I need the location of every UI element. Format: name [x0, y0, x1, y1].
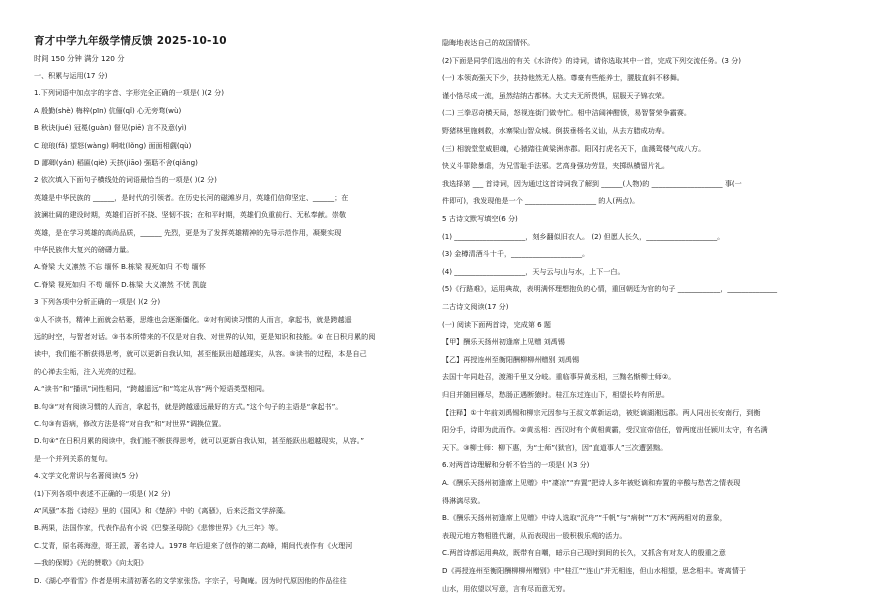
right-text-line: (3) 金樽清酒斗十千，____________________。 — [442, 249, 590, 259]
left-text-line: 4.文学文化常识与名著阅读(5 分) — [34, 471, 139, 481]
right-text-line: 【注释】①十年前刘禹锡和柳宗元因参与王叔文革新运动，被贬谪湖湘远郡。两人同出长安南行，到衡 — [442, 407, 761, 417]
right-text-line: 野猪林里施刺救，水寨梁山智众城。倒拔垂杨名义讪，从去方腊成功寿。 — [442, 126, 669, 135]
right-text-line: 去国十年同赴召，渡湘千里又分岐。重临事异黄丞相，三黜名惭柳士师②。 — [442, 372, 676, 382]
right-text-line: 表现元地方物相胜代谢，从而表现出一股积极乐观的活力。 — [442, 530, 627, 540]
left-text-line: B 秋诀(jué) 冠冕(guàn) 督见(piē) 言不及意(yì) — [34, 123, 187, 133]
left-text-line: 的心禅去尘垢，注入光亮的过程。 — [34, 366, 141, 376]
left-text-line: D 鄙卿(yán) 稻匾(qiè) 天挤(jiāo) 强聒不舍(qiǎng) — [34, 158, 198, 167]
right-text-line: 【甲】酬乐天扬州初逢席上见赠 刘禹锡 — [442, 337, 565, 347]
left-text-line: D.句④“在日积月累的阅读中，我们能不断获得思考，就可以更新自我认知，甚至能跃出超越现实，从容。” — [34, 436, 364, 446]
left-text-line: —我的保姆》《光的赞歌》《向太阳》 — [34, 558, 148, 568]
right-text-line: C.两首诗都运用典故，既带有自嘲，暗示自己现时到间的长久，又抓含有对友人的殷重之意 — [442, 548, 726, 558]
right-text-line: 得淋漓尽致。 — [442, 495, 485, 505]
right-text-line: (一) 本领高强天下少，扶持他然无人格。尊豪有些能养士，腰肢直斜不移舞。 — [442, 73, 684, 83]
right-text-line: D《再授连州至衡阳酬柳柳州赠别》中“桂江”“连山”并无相连，但山水相望，思念相丰。寄离情于 — [442, 566, 746, 575]
left-text-line: C.脊梁 视死如归 不苟 缅怀 D.栋梁 大义凛然 不忧 凯旋 — [34, 279, 207, 289]
right-text-line: 阳分手，诗即为此而作。②黄丞相：西汉时有个黄相黄霸，受汉宣帝信任，曾两度出任颍川太守，有名满 — [442, 425, 768, 435]
right-text-line: (二) 三拳忍奇横天局，怒视连街门做寺忙。相中洁阔神酣愤，易智誓荣争霸赛。 — [442, 108, 691, 118]
right-text-line: A.《酬乐天扬州初逢席上见赠》中“凄凉”“弃置”把诗人多年被贬谪和弃置的辛酸与愁苦之情表现 — [442, 478, 741, 487]
left-text-line: C 琼琅(fǎ) 望怒(wàng) 啊吡(lǒng) 面面相觑(qù) — [34, 140, 192, 150]
right-text-line: 快义斗罪除暴虐，为兄雪耻手法邪。艺高身强功劳显，夹掷纵横留片礼。 — [442, 161, 669, 171]
right-text-line: 我选择第 ___ 首诗词，因为通过这首诗词我了解到 ______(人物)的 ____________________ 事(一 — [442, 178, 742, 188]
right-text-line: 【乙】再授连州至衡阳酬柳柳州赠别 刘禹锡 — [442, 354, 580, 364]
left-text-line: A.脊梁 大义凛然 不忘 缅怀 B.栋梁 视死如归 不苟 缅怀 — [34, 262, 206, 272]
right-text-line: B.《酬乐天扬州初逢席上见赠》中诗人选取“沉舟”“千帆”与“病树”“万木”两两相对的意象， — [442, 513, 727, 523]
left-text-line: ①人不读书，精神上面就会枯萎，思维也会逐渐僵化。②对有阅读习惯的人而言，拿起书，就是跨越遥 — [34, 314, 352, 324]
left-text-line: C.艾青，原名蒋海澄，哥王派，著名诗人。1978 年后迎来了创作的第二高峰，期间代表作有《火理河 — [34, 540, 353, 550]
right-text-line: 6.对两首诗理解和分析不恰当的一项是( )(3 分) — [442, 460, 590, 470]
left-text-line: A“风骚”本指《诗经》里的《国风》和《楚辞》中的《离骚》，后来泛指文学辞藻。 — [34, 506, 291, 515]
left-text-line: 远的时空，与智者对话。③书本所带来的不仅是对自我、对世界的认知，更是知识和技能。④ 在日积月累的阅 — [34, 332, 376, 341]
left-text-line: 英雄，是在学习英雄的高尚品质，______ 先烈，更是为了发挥英雄精神的先导示范作用，凝聚实现 — [34, 227, 342, 237]
right-text-line: (2)下面是同学们选出的有关《水浒传》的诗词，请你选取其中一首，完成下列交流任务。(3 分) — [442, 55, 742, 65]
right-text-line: 5 古诗文默写填空(6 分) — [442, 214, 518, 223]
right-text-line: 谨小恪尽成一流，虽然结纳古都林。大丈夫无所畏惧，屈服天子锦衣荣。 — [442, 90, 669, 100]
left-text-line: (1)下列各项中表述不正确的一项是( )(2 分) — [34, 488, 171, 498]
left-text-line: B.两果，法国作家，代表作品有小说《巴黎圣母院》《悲惨世界》《九三年》等。 — [34, 523, 283, 533]
right-text-line: 归目并随回雁尽，愁肠正遇断猿时。桂江东过连山下，相望长吟有所思。 — [442, 390, 669, 399]
left-text-line: 2 依次填入下面句子横线处的词语最恰当的一项是( )(2 分) — [34, 175, 217, 185]
right-text-line: (1) ____________________，刻乡翻似旧衣人。 (2) 但愿人长久，____________________。 — [442, 231, 725, 241]
left-text-line: 英雄是中华民族的 ______，是时代的引领者。在历史长河的磁滩岁月，英雄们信仰坚定、______；在 — [34, 192, 349, 202]
right-text-line: 隐晦地表达自己的故国情怀。 — [442, 38, 535, 47]
page-title: 育才中学九年级学情反馈 2025-10-10 — [34, 35, 227, 47]
left-text-line: C.句③有语病，修改方法是将“对自我”和“对世界”调换位置。 — [34, 419, 226, 428]
right-text-line: 二古诗文阅读(17 分) — [442, 302, 509, 311]
right-text-line: 天下。③柳士师：柳下惠，为“士师”(狱官)，因“直道事人”三次遭罢黜。 — [442, 442, 668, 452]
left-text-line: A.“读书”和“播讯”词性相同，“跨越遥远”和“笃定从容”两个短语类型相同。 — [34, 384, 270, 394]
right-text-line: (一) 阅读下面两首诗，完成第 6 题 — [442, 319, 552, 329]
left-text-line: 读中，我们能不断获得思考，就可以更新自我认知，甚至能跃出超越现实，从容。⑤读书的过程，本是自己 — [34, 349, 367, 359]
left-text-line: D.《湖心亭看雪》作者是明末清初著名的文学家张岱。字宗子，号陶庵。因为时代原因他的作品往往 — [34, 575, 347, 585]
right-text-line: (三) 相貌堂堂威胆魂，心猿踏往黄粱洲赤郡。阳冈打虎名天下，血溅鸳楼气成八方。 — [442, 143, 706, 153]
left-text-line: 是一个并列关系的复句。 — [34, 453, 113, 463]
left-text-line: B.句③“对有阅读习惯的人而言，拿起书，就是跨越遥远最好的方式。”这个句子的主语是“拿起书”。 — [34, 401, 343, 411]
left-text-line: 3 下列各项中分析正确的一项是( )(2 分) — [34, 297, 161, 307]
left-text-line: 一、积累与运用(17 分) — [34, 71, 108, 80]
left-text-line: 中华民族伟大复兴的磅礴力量。 — [34, 245, 134, 254]
left-text-line: A 殷勤(shè) 梅梓(pīn) 伉俪(qǐ) 心无旁骛(wù) — [34, 105, 182, 115]
exam-meta: 时间 150 分钟 满分 120 分 — [34, 54, 125, 63]
left-text-line: 波澜壮阔的建设时期，英雄们百折不挠、坚韧不拔；在和平时期，英雄们负重前行、无私奉献。崇敬 — [34, 210, 347, 220]
right-text-line: 件即可)，我发现他是一个 ____________________ 的人(两点)。 — [442, 196, 640, 206]
right-text-line: (5)《行路难》，运用典故，表明满怀理想抱负的心情，重回朝廷为官的句子 ____________，______________ — [442, 284, 778, 294]
right-text-line: 山水，用依望以写意，言有尽而意无穷。 — [442, 583, 570, 593]
right-text-line: (4) ____________________，天与云与山与水，上下一白。 — [442, 266, 625, 276]
left-text-line: 1.下列词语中加点字的字音、字形完全正确的一项是( )(2 分) — [34, 88, 225, 98]
